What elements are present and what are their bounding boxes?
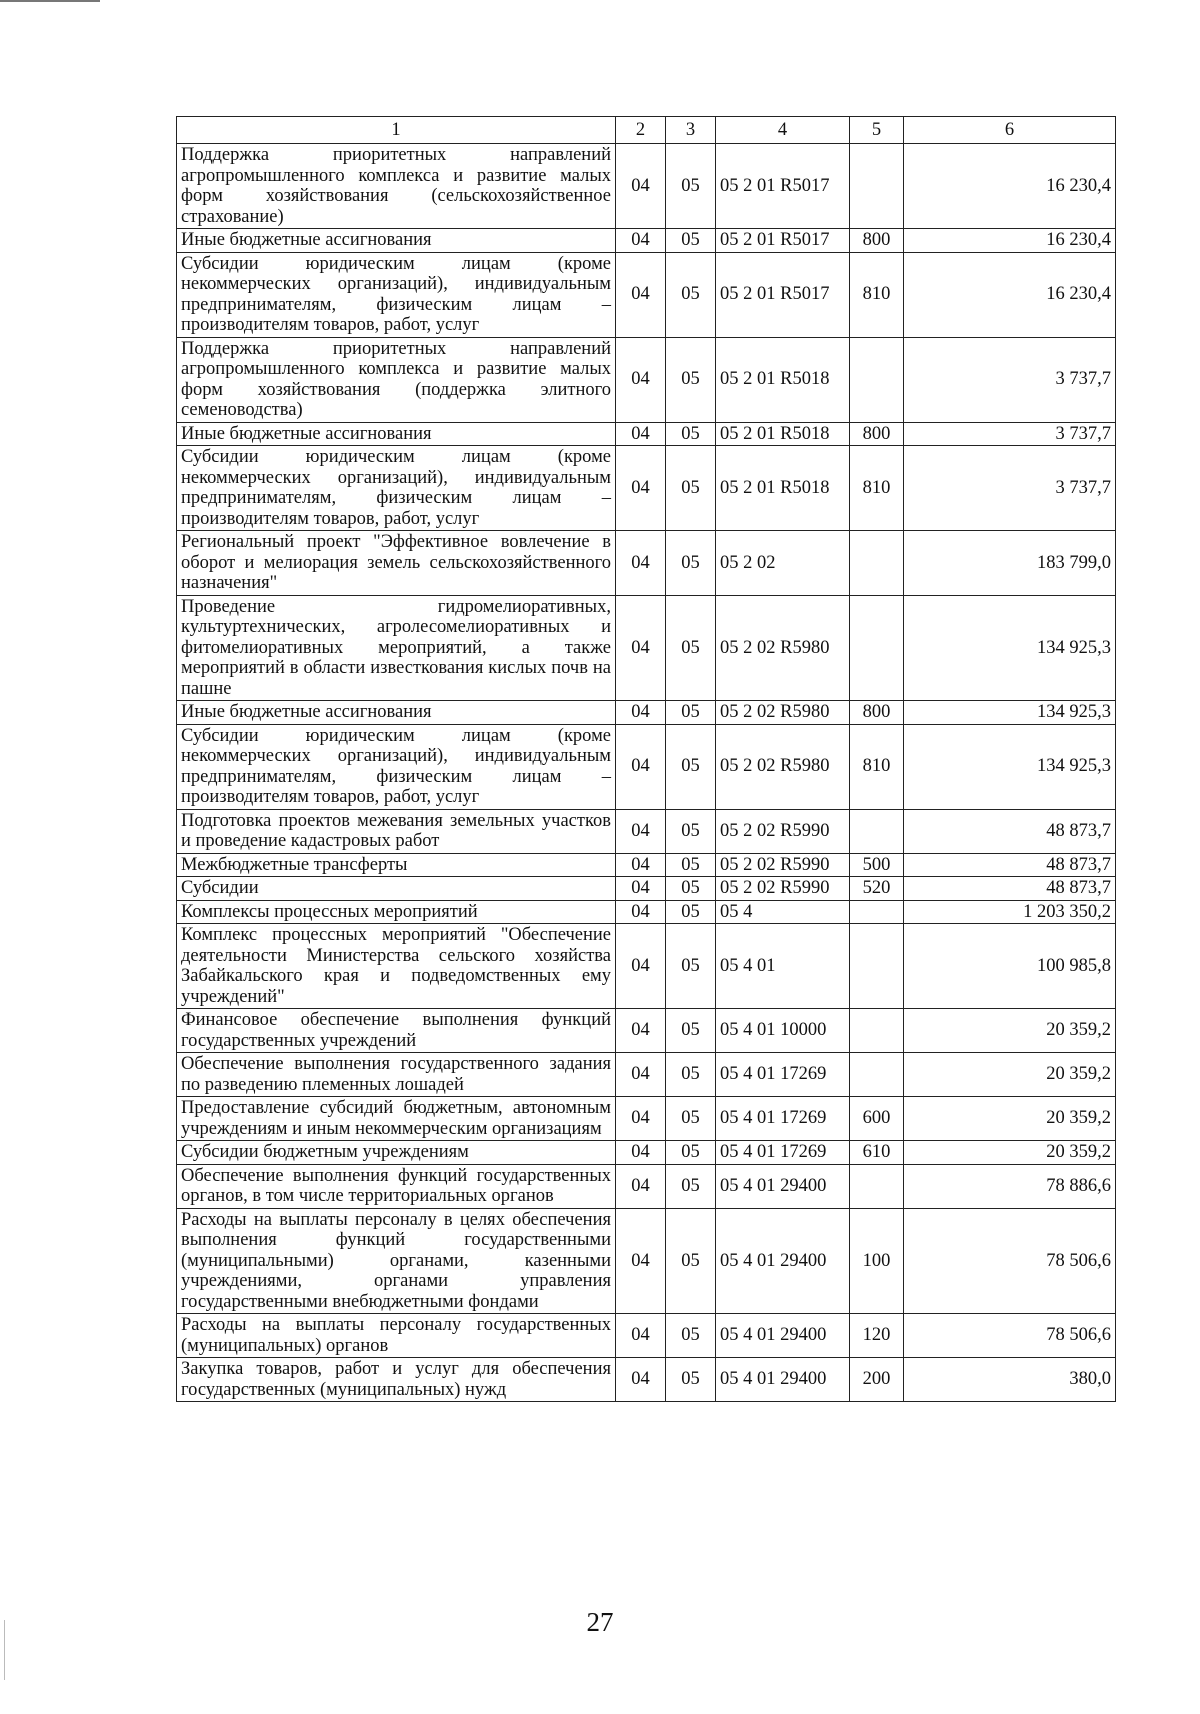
row-subsection: 05 [666,1208,716,1314]
row-name: Субсидии юридическим лицам (кроме некоммерческих организаций), индивидуальным предпринимателям, физическим лицам – производителям товаров, работ, услуг [177,724,616,809]
row-name: Обеспечение выполнения государственного задания по разведению племенных лошадей [177,1053,616,1097]
row-expense-type: 500 [850,853,904,877]
row-name: Региональный проект "Эффективное вовлечение в оборот и мелиорация земель сельскохозяйственного назначения" [177,531,616,596]
row-target-code: 05 2 01 R5017 [716,252,850,337]
table-row [177,1053,1116,1097]
row-amount: 78 886,6 [904,1164,1116,1208]
table-row [177,531,1116,596]
row-target-code: 05 2 02 R5990 [716,809,850,853]
table-row [177,252,1116,337]
row-section: 04 [616,446,666,531]
page-number: 27 [586,1607,614,1637]
row-name: Обеспечение выполнения функций государственных органов, в том числе территориальных органов [177,1164,616,1208]
row-subsection: 05 [666,531,716,596]
row-section: 04 [616,809,666,853]
row-amount: 134 925,3 [904,724,1116,809]
row-expense-type: 200 [850,1358,904,1402]
row-expense-type: 610 [850,1141,904,1165]
col-header-3: 3 [666,117,716,144]
row-target-code: 05 4 [716,900,850,924]
row-amount: 134 925,3 [904,595,1116,701]
row-amount: 48 873,7 [904,809,1116,853]
row-target-code: 05 4 01 29400 [716,1208,850,1314]
row-target-code: 05 4 01 10000 [716,1009,850,1053]
row-amount: 20 359,2 [904,1141,1116,1165]
row-expense-type: 120 [850,1314,904,1358]
table-row [177,853,1116,877]
row-target-code: 05 4 01 17269 [716,1097,850,1141]
row-target-code: 05 2 02 R5990 [716,853,850,877]
row-subsection: 05 [666,924,716,1009]
row-section: 04 [616,877,666,901]
row-expense-type [850,1053,904,1097]
row-amount: 48 873,7 [904,853,1116,877]
row-name: Финансовое обеспечение выполнения функций государственных учреждений [177,1009,616,1053]
row-expense-type: 800 [850,701,904,725]
row-amount: 3 737,7 [904,422,1116,446]
row-amount: 1 203 350,2 [904,900,1116,924]
row-amount: 78 506,6 [904,1208,1116,1314]
table-row [177,422,1116,446]
row-name: Проведение гидромелиоративных, культуртехнических, агролесомелиоративных и фитомелиоративных мероприятий, а также мероприятий в области известкования кислых почв на пашне [177,595,616,701]
row-amount: 183 799,0 [904,531,1116,596]
col-header-6: 6 [904,117,1116,144]
row-expense-type: 520 [850,877,904,901]
row-subsection: 05 [666,1314,716,1358]
row-amount: 16 230,4 [904,144,1116,229]
row-section: 04 [616,1164,666,1208]
row-section: 04 [616,900,666,924]
table-row [177,900,1116,924]
row-section: 04 [616,1314,666,1358]
row-expense-type [850,144,904,229]
row-subsection: 05 [666,229,716,253]
row-expense-type [850,924,904,1009]
row-name: Субсидии юридическим лицам (кроме некоммерческих организаций), индивидуальным предпринимателям, физическим лицам – производителям товаров, работ, услуг [177,446,616,531]
table-row [177,809,1116,853]
row-subsection: 05 [666,701,716,725]
row-expense-type: 600 [850,1097,904,1141]
row-target-code: 05 4 01 29400 [716,1164,850,1208]
row-amount: 20 359,2 [904,1097,1116,1141]
row-target-code: 05 4 01 17269 [716,1053,850,1097]
row-expense-type [850,809,904,853]
row-section: 04 [616,924,666,1009]
row-amount: 20 359,2 [904,1009,1116,1053]
row-target-code: 05 2 02 R5990 [716,877,850,901]
table-row [177,144,1116,229]
row-subsection: 05 [666,337,716,422]
table-row [177,724,1116,809]
row-name: Иные бюджетные ассигнования [177,422,616,446]
table-row [177,337,1116,422]
row-name: Субсидии бюджетным учреждениям [177,1141,616,1165]
table-row [177,1164,1116,1208]
row-subsection: 05 [666,144,716,229]
table-row [177,1208,1116,1314]
header-row [177,117,1116,144]
row-expense-type [850,531,904,596]
row-section: 04 [616,595,666,701]
row-section: 04 [616,252,666,337]
row-amount: 78 506,6 [904,1314,1116,1358]
row-section: 04 [616,531,666,596]
row-subsection: 05 [666,877,716,901]
row-subsection: 05 [666,724,716,809]
row-expense-type [850,900,904,924]
row-amount: 16 230,4 [904,252,1116,337]
row-amount: 134 925,3 [904,701,1116,725]
row-subsection: 05 [666,1053,716,1097]
row-target-code: 05 2 02 [716,531,850,596]
table-row [177,229,1116,253]
row-name: Субсидии [177,877,616,901]
table-row [177,595,1116,701]
row-section: 04 [616,853,666,877]
row-expense-type [850,1164,904,1208]
row-name: Расходы на выплаты персоналу в целях обеспечения выполнения функций государственными (муниципальными) органами, казенными учреждениями, органами управления государственными внебюджетными фондами [177,1208,616,1314]
row-amount: 100 985,8 [904,924,1116,1009]
row-amount: 3 737,7 [904,337,1116,422]
table-row [177,1141,1116,1165]
row-section: 04 [616,1358,666,1402]
table-row [177,1009,1116,1053]
row-subsection: 05 [666,1097,716,1141]
row-target-code: 05 2 01 R5018 [716,337,850,422]
row-name: Межбюджетные трансферты [177,853,616,877]
row-section: 04 [616,1053,666,1097]
row-name: Комплекс процессных мероприятий "Обеспечение деятельности Министерства сельского хозяйства Забайкальского края и подведомственных ему учреждений" [177,924,616,1009]
row-subsection: 05 [666,595,716,701]
row-expense-type [850,1009,904,1053]
row-expense-type: 810 [850,724,904,809]
row-name: Комплексы процессных мероприятий [177,900,616,924]
row-subsection: 05 [666,900,716,924]
table-row [177,1358,1116,1402]
row-section: 04 [616,1009,666,1053]
row-subsection: 05 [666,446,716,531]
row-subsection: 05 [666,853,716,877]
row-subsection: 05 [666,252,716,337]
col-header-1: 1 [177,117,616,144]
row-section: 04 [616,1208,666,1314]
row-expense-type: 100 [850,1208,904,1314]
row-subsection: 05 [666,1009,716,1053]
top-edge-rule [0,0,100,2]
table-row [177,877,1116,901]
row-subsection: 05 [666,1358,716,1402]
col-header-5: 5 [850,117,904,144]
row-subsection: 05 [666,1141,716,1165]
row-amount: 3 737,7 [904,446,1116,531]
row-expense-type [850,337,904,422]
col-header-4: 4 [716,117,850,144]
table-row [177,701,1116,725]
row-subsection: 05 [666,422,716,446]
row-target-code: 05 2 01 R5018 [716,446,850,531]
row-name: Субсидии юридическим лицам (кроме некоммерческих организаций), индивидуальным предпринимателям, физическим лицам – производителям товаров, работ, услуг [177,252,616,337]
row-target-code: 05 4 01 17269 [716,1141,850,1165]
table-row [177,924,1116,1009]
row-section: 04 [616,724,666,809]
row-section: 04 [616,337,666,422]
row-target-code: 05 4 01 [716,924,850,1009]
row-amount: 380,0 [904,1358,1116,1402]
row-name: Поддержка приоритетных направлений агропромышленного комплекса и развитие малых форм хозяйствования (сельскохозяйственное страхование) [177,144,616,229]
row-expense-type: 800 [850,229,904,253]
table-row [177,1097,1116,1141]
row-target-code: 05 2 02 R5980 [716,701,850,725]
row-amount: 48 873,7 [904,877,1116,901]
row-expense-type: 810 [850,446,904,531]
row-name: Поддержка приоритетных направлений агропромышленного комплекса и развитие малых форм хозяйствования (поддержка элитного семеноводства) [177,337,616,422]
row-section: 04 [616,1141,666,1165]
budget-table [176,116,1116,1402]
row-section: 04 [616,422,666,446]
row-target-code: 05 2 02 R5980 [716,724,850,809]
row-name: Предоставление субсидий бюджетным, автономным учреждениям и иным некоммерческим организациям [177,1097,616,1141]
row-name: Иные бюджетные ассигнования [177,229,616,253]
row-amount: 20 359,2 [904,1053,1116,1097]
row-target-code: 05 2 01 R5017 [716,229,850,253]
table-row [177,1314,1116,1358]
row-expense-type: 800 [850,422,904,446]
row-section: 04 [616,229,666,253]
col-header-2: 2 [616,117,666,144]
row-name: Расходы на выплаты персоналу государственных (муниципальных) органов [177,1314,616,1358]
row-subsection: 05 [666,809,716,853]
row-section: 04 [616,144,666,229]
row-name: Закупка товаров, работ и услуг для обеспечения государственных (муниципальных) нужд [177,1358,616,1402]
row-section: 04 [616,701,666,725]
row-subsection: 05 [666,1164,716,1208]
row-expense-type: 810 [850,252,904,337]
row-name: Иные бюджетные ассигнования [177,701,616,725]
row-target-code: 05 2 01 R5018 [716,422,850,446]
row-target-code: 05 4 01 29400 [716,1314,850,1358]
table-row [177,446,1116,531]
row-expense-type [850,595,904,701]
row-target-code: 05 2 02 R5980 [716,595,850,701]
row-target-code: 05 4 01 29400 [716,1358,850,1402]
row-target-code: 05 2 01 R5017 [716,144,850,229]
row-amount: 16 230,4 [904,229,1116,253]
row-name: Подготовка проектов межевания земельных участков и проведение кадастровых работ [177,809,616,853]
row-section: 04 [616,1097,666,1141]
